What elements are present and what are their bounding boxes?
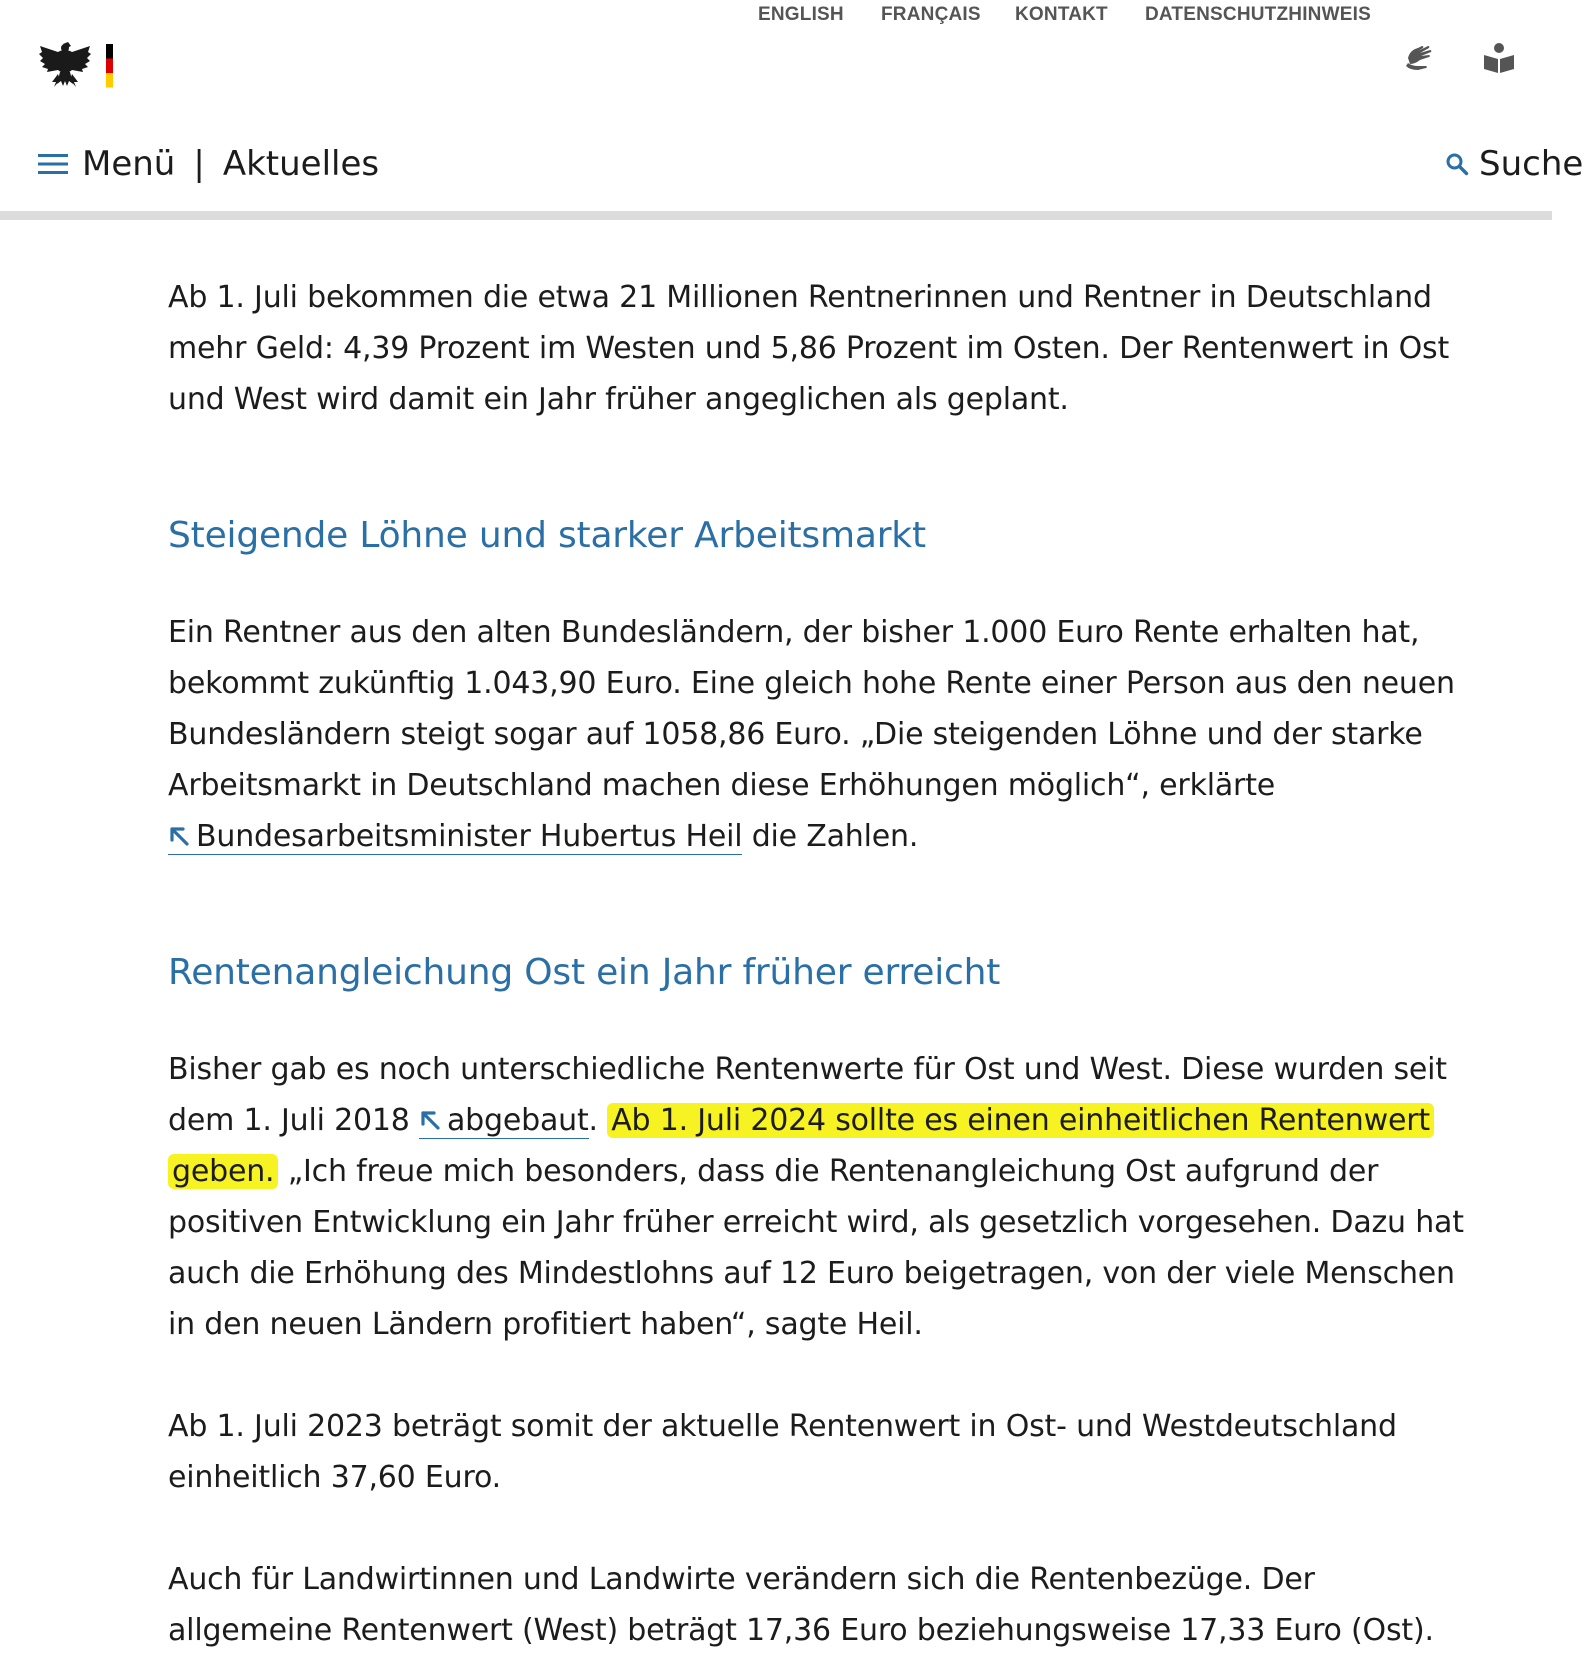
link-english[interactable]: ENGLISH: [758, 4, 844, 25]
paragraph-tail: die Zahlen.: [742, 819, 919, 854]
paragraph-rentenwert-2023: Ab 1. Juli 2023 beträgt somit der aktuelle Rentenwert in Ost- und Westdeutschland einheitlich 37,60 Euro.: [168, 1409, 1397, 1495]
hamburger-icon: [38, 153, 68, 175]
menu-label: Menü: [82, 144, 176, 184]
search-icon: [1445, 152, 1469, 176]
search-label: Suche: [1479, 144, 1583, 184]
arrow-up-left-icon: [168, 825, 190, 847]
paragraph-landwirte: Auch für Landwirtinnen und Landwirte verändern sich die Rentenbezüge. Der allgemeine Rentenwert (West) beträgt 17,36 Euro beziehungsweise 17,33 Euro (Ost).: [168, 1562, 1434, 1648]
heading-steigende-loehne: Steigende Löhne und starker Arbeitsmarkt: [168, 515, 926, 556]
paragraph-text: Bisher gab es noch unterschiedliche Rentenwerte für Ost und West. Diese wurden seit dem 1. Juli 2018: [168, 1052, 1447, 1138]
link-text: Bundesarbeitsminister Hubertus Heil: [196, 819, 743, 854]
link-francais[interactable]: FRANÇAIS: [881, 4, 981, 25]
paragraph-quote: „Ich freue mich besonders, dass die Rentenangleichung Ost aufgrund der positiven Entwicklung ein Jahr früher erreicht wird, als gesetzlich vorgesehen. Dazu hat auch die Erhöhung des Mindestlohns auf 12 Euro beigetragen, von der viele Menschen in den neuen Ländern profitiert haben“, sagte Heil.: [168, 1154, 1464, 1342]
federal-eagle-logo[interactable]: [38, 40, 118, 90]
link-text: abgebaut: [446, 1103, 589, 1138]
link-bundesarbeitsminister[interactable]: [168, 819, 742, 855]
link-abgebaut[interactable]: [419, 1103, 589, 1139]
menu-button[interactable]: [38, 140, 379, 188]
heading-rentenangleichung: Rentenangleichung Ost ein Jahr früher erreicht: [168, 952, 1001, 993]
highlighted-sentence: Ab 1. Juli 2024 sollte es einen einheitlichen Rentenwert geben.: [168, 1103, 1434, 1189]
link-datenschutzhinweis[interactable]: DATENSCHUTZHINWEIS: [1145, 4, 1371, 25]
menu-separator: |: [193, 144, 205, 184]
paragraph-intro: Ab 1. Juli bekommen die etwa 21 Millionen Rentnerinnen und Rentner in Deutschland mehr Geld: 4,39 Prozent im Westen und 5,86 Prozent im Osten. Der Rentenwert in Ost und West wird damit ein Jahr früher angeglichen als geplant.: [168, 280, 1450, 417]
paragraph-punct: .: [588, 1103, 608, 1138]
easy-read-icon[interactable]: [1481, 40, 1517, 76]
arrow-up-left-icon: [419, 1109, 441, 1131]
paragraph-rentenangleichung: [168, 1044, 1488, 1350]
link-kontakt[interactable]: KONTAKT: [1015, 4, 1108, 25]
sign-language-icon[interactable]: [1402, 40, 1438, 76]
top-bar: [0, 0, 1552, 120]
main-header: [0, 120, 1583, 220]
article-body: [168, 272, 1488, 1656]
section-title: Aktuelles: [222, 144, 380, 184]
search-button[interactable]: [1445, 140, 1583, 188]
paragraph-text: Ein Rentner aus den alten Bundesländern, der bisher 1.000 Euro Rente erhalten hat, bekommt zukünftig 1.043,90 Euro. Eine gleich hohe Rente einer Person aus den neuen Bundesländern steigt sogar auf 1058,86 Euro. „Die steigenden Löhne und der starke Arbeitsmarkt in Deutschland machen diese Erhöhungen möglich“, erklärte: [168, 615, 1455, 803]
paragraph-rentner-beispiel: [168, 607, 1488, 862]
